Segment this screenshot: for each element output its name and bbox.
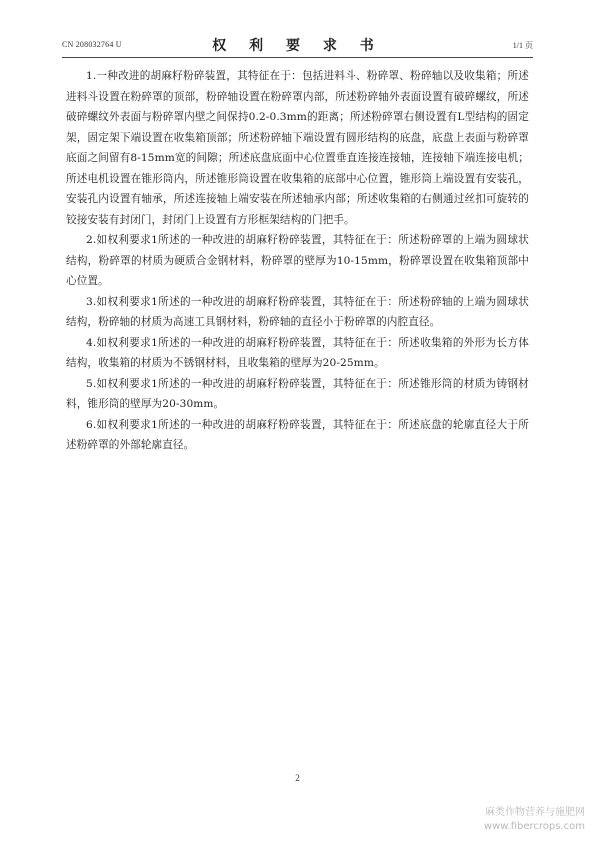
claim-2: 2.如权利要求1所述的一种改进的胡麻籽粉碎装置，其特征在于：所述粉碎罩的上端为圆球状结构，粉碎罩的材质为硬质合金钢材料，粉碎罩的壁厚为10-15mm，粉碎罩设置在收集箱顶部中心位置。 (66, 234, 529, 287)
header-divider (62, 57, 533, 58)
claims-body (66, 66, 529, 456)
page-number: 2 (295, 773, 300, 783)
claim-3: 3.如权利要求1所述的一种改进的胡麻籽粉碎装置，其特征在于：所述粉碎轴的上端为圆球状结构，粉碎轴的材质为高速工具钢材料，粉碎轴的直径小于粉碎罩的内腔直径。 (66, 295, 529, 328)
claim-4: 4.如权利要求1所述的一种改进的胡麻籽粉碎装置，其特征在于：所述收集箱的外形为长方体结构，收集箱的材质为不锈钢材料，且收集箱的壁厚为20-25mm。 (66, 336, 529, 369)
watermark (484, 806, 585, 834)
claim-1: 1.一种改进的胡麻籽粉碎装置，其特征在于：包括进料斗、粉碎罩、粉碎轴以及收集箱；所述进料斗设置在粉碎罩的顶部，粉碎轴设置在粉碎罩内部，所述粉碎轴外表面设置有破碎螺纹，所述破碎螺纹外表面与粉碎罩内壁之间保持0.2-0.3mm的距离；所述粉碎罩右侧设置有L型结构的固定架，固定架下端设置在收集箱顶部；所述粉碎轴下端设置有圆形结构的底盘，底盘上表面与粉碎罩底面之间留有8-15mm宽的间隙；所述底盘底面中心位置垂直连接连接轴，连接轴下端连接电机；所述电机设置在锥形筒内，所述锥形筒设置在收集箱的底部中心位置，锥形筒上端设置有安装孔，安装孔内设置有轴承，所述连接轴上端安装在所述轴承内部；所述收集箱的右侧通过丝扣可旋转的铰接安装有封闭门，封闭门上设置有方形框架结构的门把手。 (66, 70, 529, 226)
watermark-site-name: 麻类作物营养与施肥网 (485, 807, 585, 818)
document-title: 权 利 要 求 书 (212, 38, 383, 54)
page-header (62, 34, 533, 56)
page-info: 1/1 页 (512, 41, 533, 50)
watermark-url: www.fibercrops.com (483, 821, 585, 832)
publication-number: CN 208032764 U (62, 40, 122, 49)
claim-5: 5.如权利要求1所述的一种改进的胡麻籽粉碎装置，其特征在于：所述锥形筒的材质为铸钢材料，锥形筒的壁厚为20-30mm。 (66, 377, 529, 410)
claim-6: 6.如权利要求1所述的一种改进的胡麻籽粉碎装置，其特征在于：所述底盘的轮廓直径大于所述粉碎罩的外部轮廓直径。 (66, 418, 529, 451)
